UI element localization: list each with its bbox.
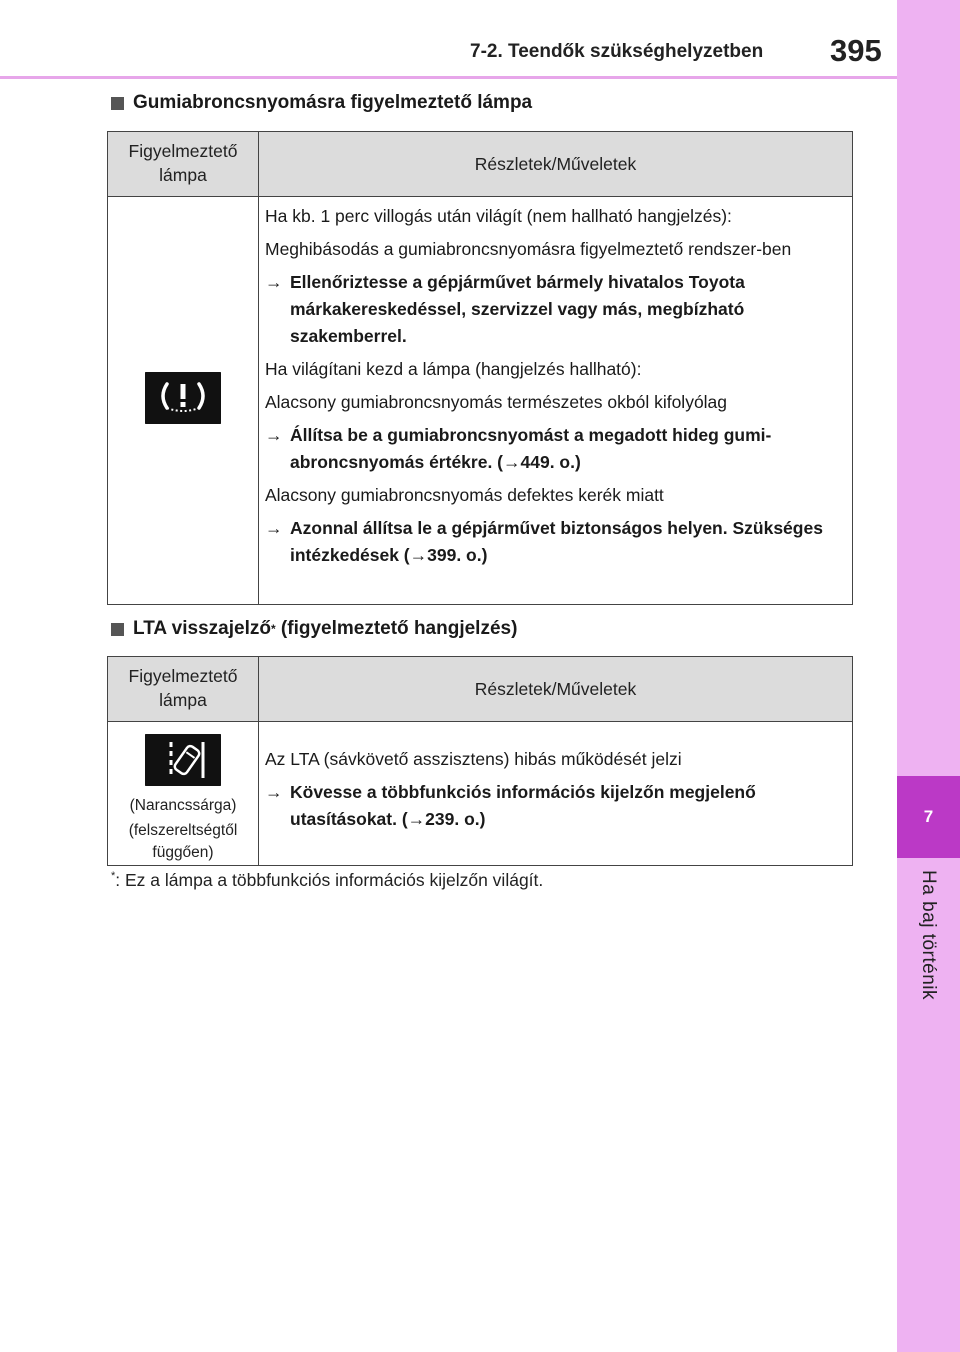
square-bullet-icon [111, 623, 124, 636]
column-header-details: Részletek/Műveletek [259, 132, 853, 197]
section-heading-lta [111, 618, 517, 640]
action-text: Azonnal állítsa le a gépjárművet biztonságos helyen. Szükséges intézkedések (→399. o.) [290, 518, 823, 565]
header-divider [0, 76, 897, 79]
footnote-text: : Ez a lámpa a többfunkciós információs kijelzőn világít. [115, 870, 544, 890]
arrow-icon: → [265, 782, 283, 802]
details-cell [259, 197, 853, 605]
section-heading-tire-pressure [111, 92, 532, 114]
section-heading-text: LTA visszajelző [133, 618, 271, 639]
lane-tracing-assist-icon [145, 734, 221, 786]
lamp-cell [108, 197, 259, 605]
footnote-mark: * [270, 622, 276, 636]
arrow-icon: → [265, 272, 283, 292]
details-cell [259, 722, 853, 866]
page-number: 395 [830, 33, 882, 68]
arrow-icon: → [265, 425, 283, 445]
action-item [265, 422, 846, 476]
action-text: Kövesse a többfunkciós információs kijelzőn megjelenő utasításokat. (→239. o.) [290, 782, 756, 829]
square-bullet-icon [111, 97, 124, 110]
action-item [265, 515, 846, 569]
lamp-color-note: (Narancssárga) [129, 797, 237, 814]
column-header-lamp: Figyelmeztető lámpa [108, 132, 259, 197]
section-heading-text: Gumiabroncsnyomásra figyelmeztető lámpa [133, 92, 533, 113]
footnote [111, 870, 543, 891]
chapter-label: Ha baj történik [918, 870, 939, 1001]
cause-text: Alacsony gumiabroncsnyomás természetes okból kifolyólag [265, 392, 728, 412]
cause-text: Alacsony gumiabroncsnyomás defektes kerék miatt [265, 485, 664, 505]
condition-text: Az LTA (sávkövető asszisztens) hibás működését jelzi [265, 749, 682, 769]
chapter-number: 7 [897, 776, 960, 858]
tire-pressure-table [107, 131, 853, 605]
action-item [265, 269, 846, 350]
condition-text: Ha kb. 1 perc villogás után világít (nem hallható hangjelzés): [265, 206, 732, 226]
lta-table [107, 656, 853, 866]
arrow-icon: → [265, 518, 283, 538]
cause-text: Meghibásodás a gumiabroncsnyomásra figyelmeztető rendszer-ben [265, 239, 792, 259]
lamp-cell [108, 722, 259, 866]
condition-text: Ha világítani kezd a lámpa (hangjelzés hallható): [265, 359, 642, 379]
action-item [265, 779, 846, 833]
section-heading-suffix: (figyelmeztető hangjelzés) [275, 618, 518, 639]
footnote-mark: * [111, 870, 116, 883]
lamp-equipment-note: (felszereltségtől függően) [128, 822, 238, 861]
chapter-side-tab [897, 0, 960, 1352]
column-header-details: Részletek/Műveletek [259, 657, 853, 722]
action-text: Állítsa be a gumiabroncsnyomást a megadott hideg gumi-abroncsnyomás értékre. (→449. o.) [290, 425, 772, 472]
tire-pressure-warning-icon [145, 372, 221, 424]
section-title: 7-2. Teendők szükséghelyzetben [470, 41, 764, 62]
column-header-lamp: Figyelmeztető lámpa [108, 657, 259, 722]
action-text: Ellenőriztesse a gépjárművet bármely hivatalos Toyota márkakereskedéssel, szervizzel vagy más, megbízható szakemberrel. [290, 272, 745, 346]
